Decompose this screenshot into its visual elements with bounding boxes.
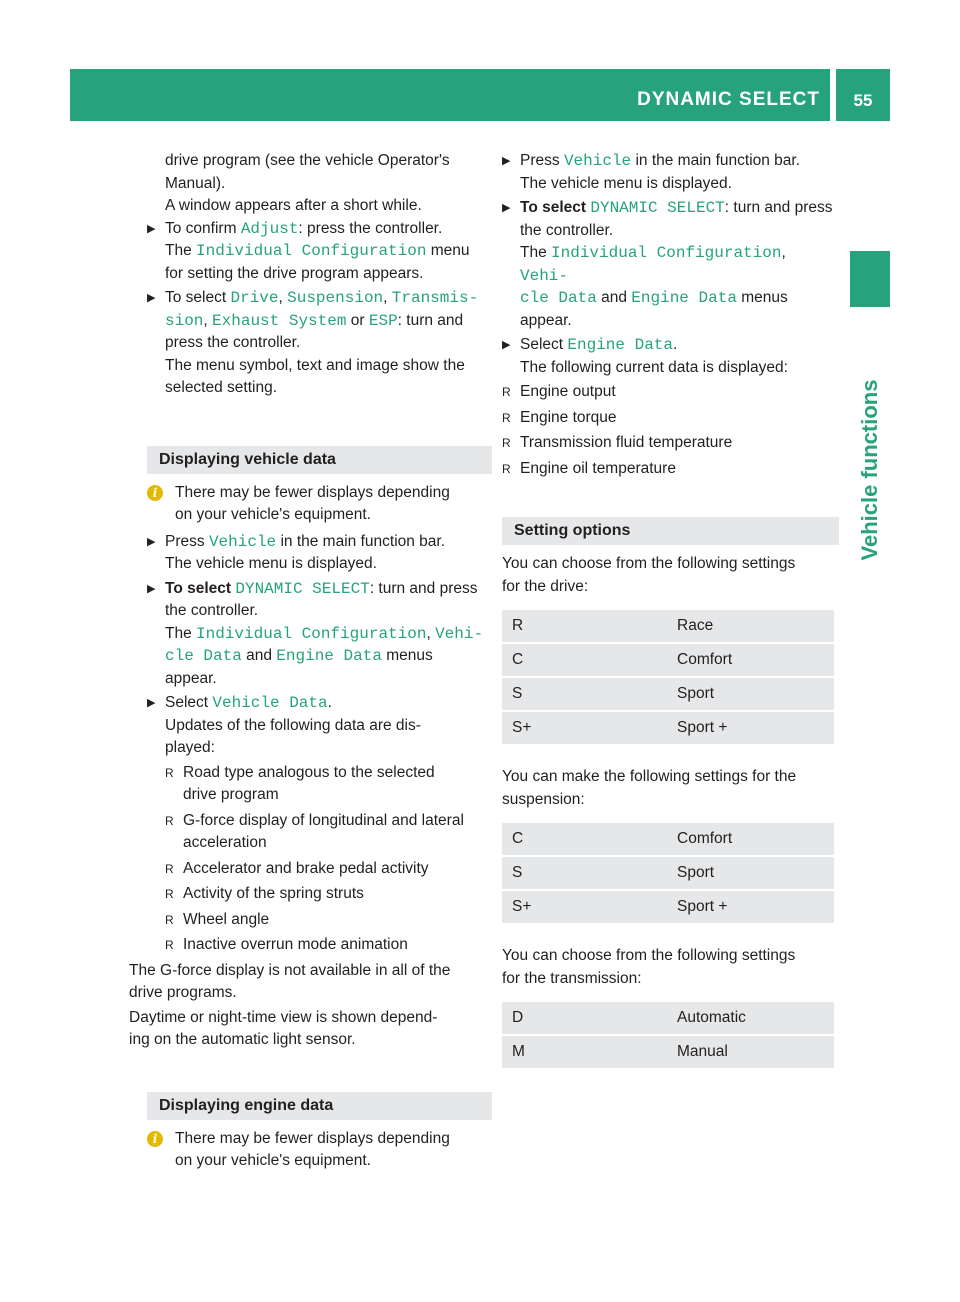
drive-options-table [502,608,834,746]
table-row: S Sport [502,678,834,710]
table-row: C Comfort [502,823,834,855]
table-row: S+ Sport + [502,891,834,923]
arrow-right-icon: ▶ [147,222,156,235]
arrow-right-icon: ▶ [502,202,511,214]
bullet-r-icon: R [502,436,511,450]
menu-term: Individual Configuration [196,242,427,260]
bullet-r-icon: R [165,861,174,876]
page-number: 55 [853,91,873,110]
list-item: R Engine output [502,381,834,404]
section-heading: Setting options [502,517,839,545]
list-item: R Transmission fluid temperature [502,432,834,455]
bullet-r-icon: R [165,887,174,901]
table-row: S Sport [502,857,834,889]
right-column: ▶ Press Vehicle in the main function bar. The vehicle menu is displayed. ▶ To select DYNAMIC SELECT: turn and press the controller. The Individual Configuration, Vehi‐ cle Data and Engine Data menus appear. ▶ Select Engine Data. The following current data is displayed: R Engine output R Engine torque R Transmission fluid temperature R Engine oil temperature Setting options You can choose from the following settings for the drive: R Race C Comfort S Sport S+ Sport + You can make the following settings for the suspension: C Comfort S Sport S+ Sport + You can choose from the following settings for the transmission: D Automatic M Manual [502,150,834,1070]
instruction-to-select: ▶ To select DYNAMIC SELECT: turn and press the controller. The Individual Configuration, Vehi‐ cle Data and Engine Data menus appear. [502,199,833,329]
list-item: R Activity of the spring struts [147,883,487,906]
arrow-right-icon: ▶ [502,339,511,351]
side-tab-marker [850,251,890,307]
paragraph: The G-force display is not available in all of the drive programs. Daytime or night-time view is shown depend‐ ing on the automatic light sensor. [129,961,451,1048]
side-tab-label: Vehicle functions [857,379,882,561]
bullet-r-icon: R [165,938,174,952]
arrow-right-icon: ▶ [147,535,156,548]
header-bar [70,69,830,121]
instruction-select-engine-data: ▶ Select Engine Data. The following current data is displayed: [502,336,788,376]
arrow-right-icon: ▶ [147,697,156,709]
section-heading: Displaying engine data [147,1092,492,1120]
bullet-r-icon: R [165,765,174,780]
instruction-press: ▶ Press Vehicle in the main function bar. The vehicle menu is displayed. [147,532,446,572]
instruction-press: ▶ Press Vehicle in the main function bar. The vehicle menu is displayed. [502,152,801,192]
list-item: R Engine torque [502,407,834,430]
list-item: R Engine oil temperature [502,458,834,481]
instruction-to-select: ▶ To select DYNAMIC SELECT: turn and press the controller. The Individual Configuration, Vehi‐ cle Data and Engine Data menus appear. [147,579,484,687]
instruction-confirm: ▶ To confirm Adjust: press the controller. The Individual Configuration menu for setting the drive program appears. [147,219,470,282]
transmission-options-table [502,1000,834,1070]
list-item: R Wheel angle [147,909,487,932]
header-title: DYNAMIC SELECT [637,89,820,110]
suspension-options-table [502,821,834,925]
arrow-right-icon: ▶ [502,155,511,167]
text-line: Manual). [165,174,226,192]
section-heading: Displaying vehicle data [147,446,492,474]
info-icon: i [147,485,163,501]
list-item: R G-force display of longitudinal and lateral acceleration [165,811,464,851]
instruction-select-vehicle-data: ▶ Select Vehicle Data. Updates of the following data are dis‐ played: [147,694,421,756]
arrow-right-icon: ▶ [147,292,156,304]
table-row: D Automatic [502,1002,834,1034]
table-row: R Race [502,610,834,642]
table-row: C Comfort [502,644,834,676]
table-row: S+ Sport + [502,712,834,744]
bullet-r-icon: R [165,912,174,927]
menu-term: Adjust [240,219,299,238]
table-row: M Manual [502,1036,834,1068]
instruction-select: ▶ To select Drive, Suspension, Transmis‐ sion, Exhaust System or ESP: turn and press the controller. The menu symbol, text and image show the selected setting. [147,289,479,396]
page-number-box [836,69,890,121]
arrow-right-icon: ▶ [147,582,156,595]
info-note: i There may be fewer displays depending on your vehicle's equipment. [147,1128,487,1173]
bullet-r-icon: R [502,461,511,476]
list-item: R Accelerator and brake pedal activity [147,858,487,881]
info-note: i There may be fewer displays depending on your vehicle's equipment. [147,482,487,527]
bullet-r-icon: R [502,410,511,425]
text-line: drive program (see the vehicle Operator's [165,152,450,169]
left-column [129,150,487,1173]
list-item: R Inactive overrun mode animation [147,934,487,957]
list-item: R Road type analogous to the selected drive program [165,763,435,803]
bullet-r-icon: R [502,385,511,399]
info-icon: i [147,1131,163,1147]
text-line: A window appears after a short while. [165,197,422,214]
bullet-r-icon: R [165,813,174,828]
